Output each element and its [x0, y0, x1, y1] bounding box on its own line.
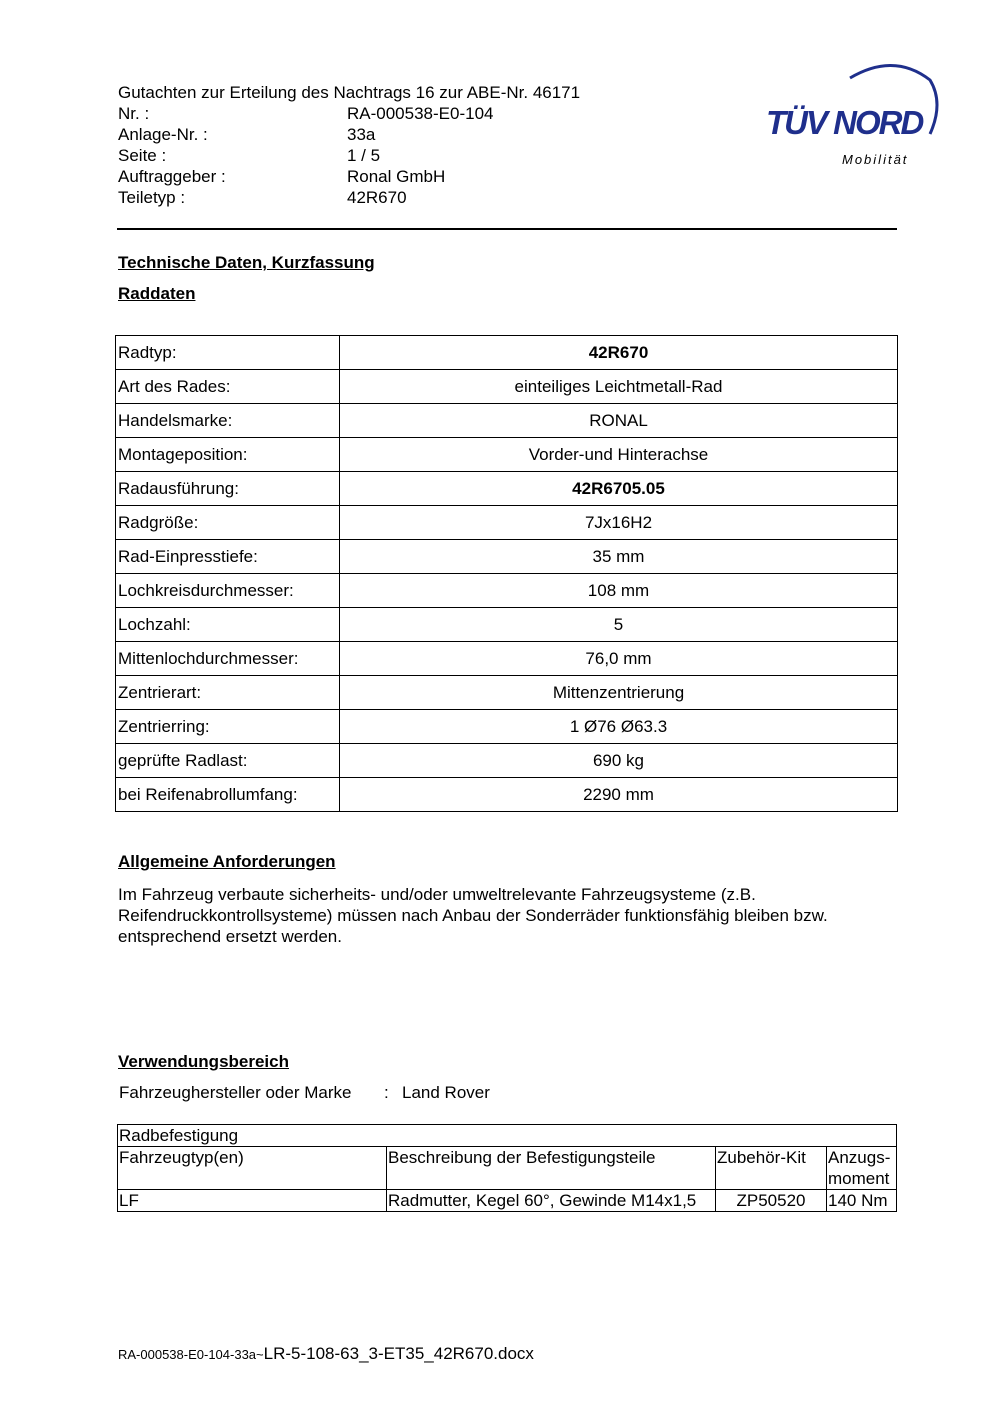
raddaten-key: Zentrierart:: [116, 676, 340, 710]
report-title: Gutachten zur Erteilung des Nachtrags 16 zur ABE-Nr. 46171: [118, 83, 581, 102]
raddaten-value: 42R6705.05: [340, 472, 898, 506]
logo-sub: Mobilität: [842, 152, 909, 167]
raddaten-table: [115, 335, 898, 812]
logo-brand: TÜV NORD: [766, 104, 923, 141]
raddaten-value: 76,0 mm: [340, 642, 898, 676]
raddaten-value: RONAL: [340, 404, 898, 438]
raddaten-key: bei Reifenabrollumfang:: [116, 778, 340, 812]
header-value: 42R670: [347, 188, 407, 207]
mount-header-cell: Fahrzeugtyp(en): [118, 1147, 387, 1190]
raddaten-key: Lochkreisdurchmesser:: [116, 574, 340, 608]
footer: [118, 1344, 534, 1364]
header-auftraggeber: [118, 166, 446, 187]
manufacturer-sep: :: [384, 1083, 389, 1102]
raddaten-value: 5: [340, 608, 898, 642]
raddaten-value: 2290 mm: [340, 778, 898, 812]
header-value: 33a: [347, 125, 376, 144]
raddaten-value: 7Jx16H2: [340, 506, 898, 540]
table-row: [116, 540, 898, 574]
raddaten-value: 108 mm: [340, 574, 898, 608]
header-label: Anlage-Nr. :: [118, 125, 208, 144]
raddaten-key: Montageposition:: [116, 438, 340, 472]
table-row: [116, 744, 898, 778]
mount-header-cell: Zubehör-Kit: [716, 1147, 827, 1190]
section-heading-raddaten: Raddaten: [118, 284, 196, 303]
raddaten-value: Vorder-und Hinterachse: [340, 438, 898, 472]
footer-prefix: RA-000538-E0-104-33a~: [118, 1347, 264, 1362]
header-anlage: [118, 124, 376, 145]
section-heading-verwendung: Verwendungsbereich: [118, 1052, 289, 1071]
table-row: [116, 404, 898, 438]
header-seite: [118, 145, 381, 166]
footer-file: LR-5-108-63_3-ET35_42R670.docx: [263, 1344, 534, 1363]
table-row: [116, 370, 898, 404]
header-label: Seite :: [118, 146, 167, 165]
table-row: [116, 438, 898, 472]
header-label: Nr. :: [118, 104, 150, 123]
manufacturer-line: [119, 1083, 490, 1103]
radbefestigung-table: [117, 1124, 897, 1212]
header-value: 1 / 5: [347, 146, 381, 165]
raddaten-key: Zentrierring:: [116, 710, 340, 744]
allgemein-text: Im Fahrzeug verbaute sicherheits- und/oder umweltrelevante Fahrzeugsysteme (z.B. Reifendruckkontrollsysteme) müssen nach Anbau der Sonderräder funktionsfähig bleiben bzw. entsprechend ersetzt werden.: [118, 885, 828, 946]
raddaten-key: Art des Rades:: [116, 370, 340, 404]
header-label: Teiletyp :: [118, 188, 186, 207]
header-value: RA-000538-E0-104: [347, 104, 494, 123]
mount-cell: LF: [118, 1190, 387, 1212]
header-label: Auftraggeber :: [118, 167, 226, 186]
table-row: [116, 778, 898, 812]
header-teiletyp: [118, 187, 407, 208]
header-value: Ronal GmbH: [347, 167, 446, 186]
table-row: [116, 608, 898, 642]
table-row: [116, 506, 898, 540]
header-nr: [118, 103, 494, 124]
table-row: [116, 710, 898, 744]
raddaten-value: 1 Ø76 Ø63.3: [340, 710, 898, 744]
tuv-nord-logo: [764, 58, 944, 170]
table-row: [116, 574, 898, 608]
raddaten-key: Handelsmarke:: [116, 404, 340, 438]
raddaten-key: Mittenlochdurchmesser:: [116, 642, 340, 676]
raddaten-key: Rad-Einpresstiefe:: [116, 540, 340, 574]
raddaten-key: Lochzahl:: [116, 608, 340, 642]
mount-cell: 140 Nm: [827, 1190, 897, 1212]
table-row: [116, 336, 898, 370]
table-row: [116, 642, 898, 676]
raddaten-key: geprüfte Radlast:: [116, 744, 340, 778]
mount-table-title: Radbefestigung: [118, 1125, 897, 1147]
raddaten-value: einteiliges Leichtmetall-Rad: [340, 370, 898, 404]
raddaten-value: Mittenzentrierung: [340, 676, 898, 710]
mount-cell: Radmutter, Kegel 60°, Gewinde M14x1,5: [387, 1190, 716, 1212]
table-row: [118, 1190, 897, 1212]
raddaten-key: Radausführung:: [116, 472, 340, 506]
raddaten-value: 35 mm: [340, 540, 898, 574]
raddaten-value: 42R670: [340, 336, 898, 370]
table-row: [116, 676, 898, 710]
manufacturer-value: Land Rover: [402, 1083, 490, 1102]
table-row: [116, 472, 898, 506]
raddaten-key: Radgröße:: [116, 506, 340, 540]
section-heading-allgemein: Allgemeine Anforderungen: [118, 852, 336, 871]
raddaten-value: 690 kg: [340, 744, 898, 778]
raddaten-key: Radtyp:: [116, 336, 340, 370]
header-divider: [117, 228, 897, 230]
section-heading-tech: Technische Daten, Kurzfassung: [118, 253, 375, 272]
mount-header-cell: Beschreibung der Befestigungsteile: [387, 1147, 716, 1190]
mount-header-cell: Anzugs-moment: [827, 1147, 897, 1190]
manufacturer-label: Fahrzeughersteller oder Marke: [119, 1083, 352, 1102]
mount-cell: ZP50520: [716, 1190, 827, 1212]
